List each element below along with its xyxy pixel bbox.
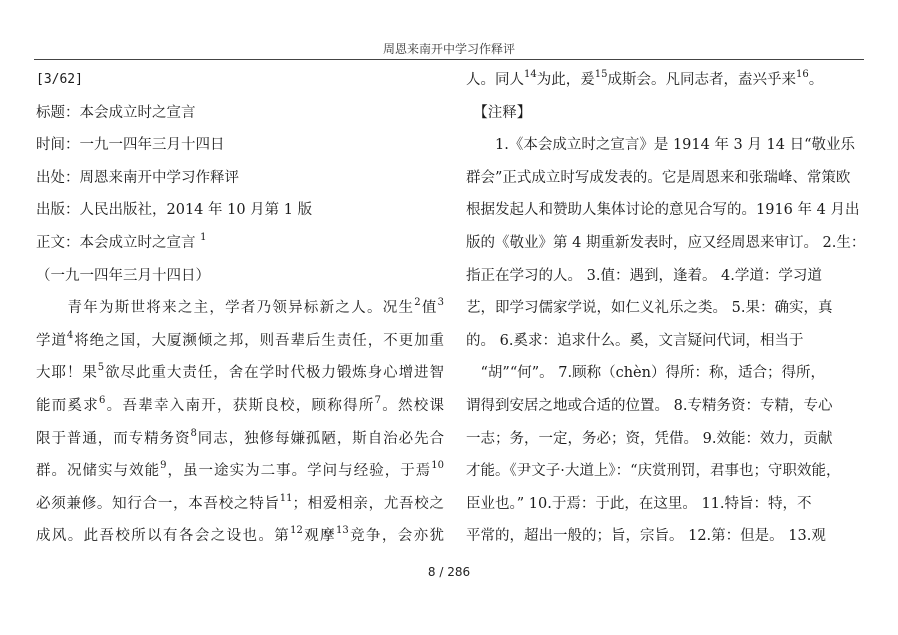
text-run: 版的《敬业》第 4 期重新发表时，应又经周恩来审订。 2.生： — [466, 234, 866, 251]
note-line — [466, 357, 864, 390]
meta-title: 标题：本会成立时之宣言 — [36, 104, 196, 121]
body-line — [36, 488, 444, 521]
body-line — [36, 455, 444, 488]
meta-source: 出处：周恩来南开中学习作释评 — [36, 169, 239, 186]
note-line — [466, 292, 864, 325]
text-run: 观摩 — [302, 528, 336, 545]
text-run: 。然校课 — [380, 397, 445, 414]
text-run: 指正在学习的人。 3.值：遇到，逢着。 4.学道：学习道 — [466, 267, 822, 284]
text-run: 将绝之国，大厦濒倾之邦，则吾辈后生责任，不更加重 — [73, 332, 445, 349]
footnote-ref: 1 — [200, 231, 207, 243]
text-run: 群会”正式成立时写成发表的。它是周恩来和张瑞峰、常策欧 — [466, 169, 851, 186]
text-run: 臣业也。” 10.于焉：于此，在这里。 11.特旨：特，不 — [466, 495, 812, 512]
text-run: 的。 6.奚求：追求什么。奚，文言疑问代词，相当于 — [466, 332, 804, 349]
meta-time: 时间：一九一四年三月十四日 — [36, 137, 225, 154]
body-label-text: 正文：本会成立时之宣言 — [36, 234, 196, 251]
text-run: 青年为斯世将来之主，学者乃领异标新之人。况生 — [36, 300, 415, 317]
running-header: 周恩来南开中学习作释评 — [382, 42, 515, 56]
note-line — [466, 455, 864, 488]
text-run: 1.《本会成立时之宣言》是 1914 年 3 月 14 日“敬业乐 — [466, 137, 855, 154]
text-run: 【注释】 — [466, 104, 532, 121]
text-run: 平常的，超出一般的；旨，宗旨。 12.第：但是。 13.观 — [466, 528, 826, 545]
note-line — [466, 227, 864, 260]
footnote-ref: 6 — [99, 394, 106, 406]
header-rule — [34, 59, 864, 60]
text-run: “胡”“何”。 7.顾称（chèn）得所：称，适合；得所， — [466, 365, 825, 382]
note-line — [466, 423, 864, 456]
footnote-ref: 16 — [795, 69, 809, 80]
text-run: 才能。《尹文子·大道上》：“庆赏刑罚，君事也；守职效能， — [466, 463, 841, 480]
note-line — [466, 64, 864, 97]
note-line — [466, 390, 864, 423]
text-run: 。吾辈幸入南开，获斯良校，顾称得所 — [105, 397, 375, 414]
body-line — [36, 292, 444, 325]
page-tag: [3/62] — [36, 72, 83, 87]
text-run: 谓得到安居之地或合适的位置。 8.专精务资：专精，专心 — [466, 397, 833, 414]
text-run: 能而奚求 — [36, 397, 100, 414]
footnote-ref: 8 — [190, 427, 197, 439]
text-run: 根据发起人和赞助人集体讨论的意见合写的。1916 年 4 月出 — [466, 202, 860, 219]
note-line — [466, 325, 864, 358]
meta-publisher: 出版：人民出版社，2014 年 10 月第 1 版 — [36, 202, 313, 219]
text-run: ；相爱相亲，尤吾校之 — [292, 495, 445, 512]
footnote-ref: 5 — [97, 362, 105, 374]
body-paragraph — [36, 292, 444, 553]
note-line — [466, 488, 864, 521]
note-line — [466, 162, 864, 195]
footnote-ref: 15 — [594, 69, 608, 80]
right-column — [466, 64, 864, 553]
text-run: 大耶！果 — [36, 365, 98, 382]
footnote-ref: 13 — [336, 525, 349, 537]
text-run: 群。况储实与效能 — [36, 463, 161, 480]
text-run: 必须兼修。知行合一，本吾校之特旨 — [36, 495, 280, 512]
note-line — [466, 194, 864, 227]
footnote-ref: 10 — [431, 460, 445, 472]
body-line — [36, 357, 444, 390]
text-run: 人。同人 — [466, 72, 524, 88]
body-line — [36, 325, 444, 358]
text-run: 竞争，会亦犹 — [348, 528, 445, 545]
note-line — [466, 260, 864, 293]
footnote-ref: 11 — [279, 492, 293, 504]
body-line — [36, 423, 444, 456]
text-run: 艺，即学习儒家学说，如仁义礼乐之类。 5.果：确实，真 — [466, 300, 833, 317]
text-run: 值 — [420, 300, 438, 317]
note-line — [466, 520, 864, 553]
text-run: 一志；务，一定，务必；资，凭借。 9.效能：效力，贡献 — [466, 430, 833, 447]
date-line: （一九一四年三月十四日） — [36, 267, 210, 284]
note-line — [466, 97, 864, 130]
note-line — [466, 129, 864, 162]
footnote-ref: 14 — [524, 69, 537, 80]
text-run: 同志，独修每嫌孤陋，斯自治必先合 — [196, 430, 445, 447]
text-run: ，虽一途实为二事。学问与经验，于焉 — [166, 463, 432, 480]
footnote-ref: 12 — [290, 525, 303, 537]
footnote-ref: 2 — [414, 297, 421, 309]
text-run: 成斯会。凡同志者，盍兴乎来 — [607, 72, 796, 88]
text-run: 为此，爰 — [536, 72, 595, 88]
page-number: 8 / 286 — [427, 565, 471, 579]
text-run: 限于普通，而专精务资 — [36, 430, 191, 447]
body-line — [36, 520, 444, 553]
text-run: 学道 — [36, 332, 67, 349]
footnote-ref: 4 — [66, 329, 74, 341]
body-line — [36, 390, 444, 423]
text-run: 。 — [808, 72, 824, 88]
text-run: 欲尽此重大责任，舍在学时代极力锻炼身心增进智 — [104, 365, 445, 382]
text-run: 成风。此吾校所以有各会之设也。第 — [36, 528, 291, 545]
footnote-ref: 7 — [374, 394, 381, 406]
footnote-ref: 9 — [160, 460, 167, 472]
left-column — [36, 64, 444, 553]
footnote-ref: 3 — [437, 297, 445, 309]
body-label — [36, 227, 444, 260]
